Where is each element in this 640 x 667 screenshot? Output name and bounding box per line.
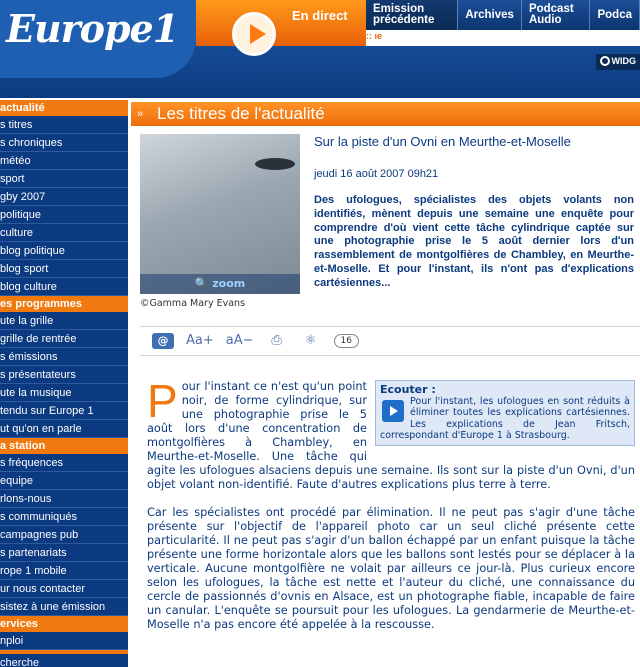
magnifier-icon: 🔍	[194, 277, 209, 290]
sidebar-section-programmes: es programmes	[0, 296, 128, 312]
logo-text: Europe1	[6, 6, 179, 51]
dropcap: P	[147, 375, 178, 427]
sidebar-item-on-en-parle[interactable]: ut qu'on en parle	[0, 420, 128, 438]
header-nav	[366, 0, 640, 30]
nav-archives[interactable]: Archives	[458, 0, 522, 30]
sidebar-item-grille-rentree[interactable]: grille de rentrée	[0, 330, 128, 348]
sidebar-item-recherche[interactable]: cherche	[0, 654, 128, 667]
sidebar-item-musique[interactable]: ute la musique	[0, 384, 128, 402]
sidebar-item-titres[interactable]: s titres	[0, 116, 128, 134]
article-toolbar	[140, 326, 640, 356]
nav-emission-precedente[interactable]: Emission précédente	[366, 0, 458, 30]
sidebar-item-equipe[interactable]: equipe	[0, 472, 128, 490]
sidebar-section-services: ervices	[0, 616, 128, 632]
sidebar-item-contact[interactable]: ur nous contacter	[0, 580, 128, 598]
sidebar-section-station: a station	[0, 438, 128, 454]
article-title: Sur la piste d'un Ovni en Meurthe-et-Moselle	[314, 134, 571, 149]
share-icon[interactable]: ⚛	[304, 333, 317, 348]
sidebar-item-culture[interactable]: culture	[0, 224, 128, 242]
site-header	[0, 0, 640, 98]
sidebar-item-sport[interactable]: sport	[0, 170, 128, 188]
print-icon[interactable]: ⎙	[271, 333, 282, 348]
sidebar-item-emissions[interactable]: s émissions	[0, 348, 128, 366]
sidebar-item-blog-sport[interactable]: blog sport	[0, 260, 128, 278]
ecouter-title: Ecouter :	[380, 383, 436, 396]
photo-credit: ©Gamma Mary Evans	[140, 298, 246, 309]
live-box[interactable]	[196, 0, 366, 46]
sidebar-item-entendu[interactable]: tendu sur Europe 1	[0, 402, 128, 420]
sidebar-item-grille[interactable]: ute la grille	[0, 312, 128, 330]
europe1-logo[interactable]	[0, 0, 196, 78]
sidebar-item-assistez[interactable]: sistez à une émission	[0, 598, 128, 616]
nav-podcast-video[interactable]: Podca	[590, 0, 640, 30]
sidebar-item-frequences[interactable]: s fréquences	[0, 454, 128, 472]
paragraph-2: Car les spécialistes ont procédé par élimination. Il ne peut pas s'agir d'une tâche présente sur l'objectif de l'appareil photo car un seul cliché présente cette particularité. Il ne peut pas s'agir d'un ballon échappé par un enfant puisque la tâche présente une forme horizontale alors que les ballons sont lestés pour se déplacer à la verticale. Aucune montgolfière ne volait par ailleurs ce jour-là. Plus curieux encore selon les ufologues, la tâche est nette et l'auteur du cliché, une connaissance du cercle de passionnés d'ovnis en Alsace, est un photographe fiable, incapable de faire un canular. L'enquête se poursuit pour les ufologues. La gendarmerie de Meurthe-et-Moselle n'a pas encore été appelée à la rescousse.	[147, 506, 635, 631]
section-title: Les titres de l'actualité	[157, 104, 325, 123]
article-date: jeudi 16 août 2007 09h21	[314, 168, 439, 180]
live-label[interactable]: En direct	[292, 8, 348, 23]
ecouter-text: Pour l'instant, les ufologues en sont réduits à éliminer toutes les explications cartésiennes. Les explications de Jean Fritsch, correspondant d'Europe 1 à Strasbourg.	[380, 395, 630, 441]
font-decrease-icon[interactable]: aA−	[225, 333, 254, 348]
article-body	[147, 375, 635, 646]
sidebar-item-chroniques[interactable]: s chroniques	[0, 134, 128, 152]
play-icon	[390, 406, 398, 416]
sidebar-item-presentateurs[interactable]: s présentateurs	[0, 366, 128, 384]
sidebar-item-campagnes[interactable]: campagnes pub	[0, 526, 128, 544]
sidebar-item-parlons-nous[interactable]: rlons-nous	[0, 490, 128, 508]
sidebar-item-blog-culture[interactable]: blog culture	[0, 278, 128, 296]
sidebar-item-politique[interactable]: politique	[0, 206, 128, 224]
sidebar-item-partenariats[interactable]: s partenariats	[0, 544, 128, 562]
widget-button[interactable]	[596, 54, 640, 70]
sidebar-section-actualite: actualité	[0, 100, 128, 116]
article-lead: Des ufologues, spécialistes des objets volants non identifiés, mènent depuis une semaine une enquête pour comprendre d'où vient cette tâche cylindrique captée sur une photographie prise le 5 août dernier lors d'un rassemblement de montgolfières de Chambley, en Meurthe-et-Moselle. Et pour l'instant, ils n'ont pas d'explications cartésiennes...	[314, 194, 634, 289]
zoom-label: zoom	[212, 277, 246, 290]
stripe-text: :: ıe	[366, 31, 383, 41]
paragraph-1-text: our l'instant ce n'est qu'un point noir, de forme cylindrique, sur une photographie prise le 5 août lors d'une concentration de montgolfières à Chambley, en Meurthe-et-Moselle. Une tâche qui agite les ufologues alsaciens depuis une semaine. Ils sont sur la piste d'un Ovni, d'un objet volant non-identifié. Faute d'autres explications plus terre à terre.	[147, 380, 635, 491]
sidebar-nav	[0, 100, 128, 667]
comment-count-badge[interactable]: 16	[334, 334, 359, 348]
widget-label: WIDG	[611, 56, 636, 66]
sidebar-item-meteo[interactable]: météo	[0, 152, 128, 170]
article-photo[interactable]	[140, 134, 300, 294]
nav-podcast-audio[interactable]: Podcast Audio	[522, 0, 591, 30]
font-increase-icon[interactable]: Aa+	[186, 333, 214, 348]
play-live-button[interactable]	[232, 12, 276, 56]
main-content	[131, 100, 640, 667]
email-icon[interactable]: @	[152, 333, 174, 349]
sidebar-item-communiques[interactable]: s communiqués	[0, 508, 128, 526]
sidebar-item-emploi[interactable]: nploi	[0, 632, 128, 650]
play-icon	[250, 24, 266, 44]
double-arrow-icon: »	[137, 108, 144, 120]
sidebar-item-mobile[interactable]: rope 1 mobile	[0, 562, 128, 580]
ecouter-box	[375, 380, 635, 446]
ufo-shape	[255, 158, 295, 170]
widget-icon	[600, 56, 610, 66]
audio-play-button[interactable]	[382, 400, 404, 422]
section-header	[131, 102, 640, 126]
sidebar-item-blog-politique[interactable]: blog politique	[0, 242, 128, 260]
header-stripe	[366, 30, 640, 46]
sidebar-item-rugby[interactable]: gby 2007	[0, 188, 128, 206]
zoom-button[interactable]	[140, 274, 300, 294]
